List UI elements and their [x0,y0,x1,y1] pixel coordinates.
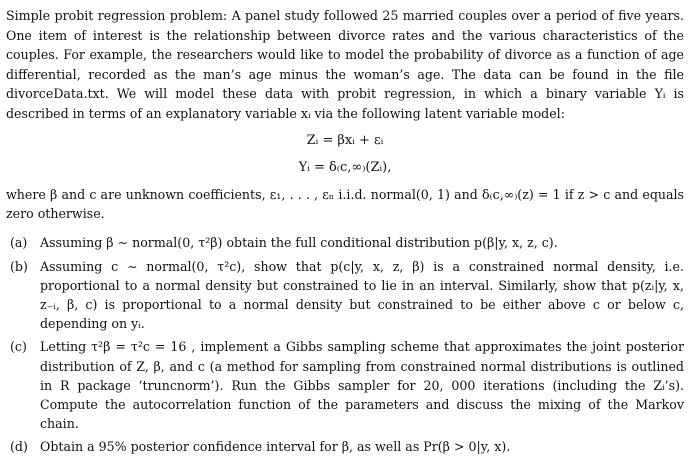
latent-equation: Zᵢ = βxᵢ + εᵢ [306,132,384,148]
part-label: (a) [10,235,28,251]
part-d [6,437,684,456]
part-text: Assuming β ∼ normal(0, τ²β) obtain the full conditional distribution p(β|y, x, z, c). [40,235,558,251]
part-a [6,233,684,252]
part-label: (c) [10,339,27,355]
part-label: (d) [10,439,28,455]
problem-parts-list [6,233,684,456]
part-text: Obtain a 95% posterior confidence interval for β, as well as Pr(β > 0|y, x). [40,439,511,455]
definitions-paragraph: where β and c are unknown coefficients, ε₁, . . . , εₙ i.i.d. normal(0, 1) and δ₍c,∞₎(z) = 1 if z > c and equals zero otherwise. [6,186,684,221]
part-b [6,257,684,334]
observation-equation: Yᵢ = δ₍c,∞₎(Zᵢ), [298,159,392,175]
part-text: Letting τ²β = τ²c = 16 , implement a Gibbs sampling scheme that approximates the joint posterior distribution of Z, β, and c (a method for sampling from constrained normal distributions is outlined in R package ‘truncnorm’). Run the Gibbs sampler for 20, 000 iterations (including the Zᵢ’s). Compute the autocorrelation function of the parameters and discuss the mixing of the Markov chain. [40,339,684,432]
part-label: (b) [10,258,28,274]
part-text: Assuming c ∼ normal(0, τ²c), show that p(c|y, x, z, β) is a constrained normal density, i.e. proportional to a normal density but constrained to lie in an interval. Similarly, show that p(zᵢ|y, x, z₋ᵢ, β, c) is proportional to a normal density but constrained to be either above c or below c, depending on yᵢ. [40,258,684,332]
part-c [6,337,684,433]
intro-paragraph: Simple probit regression problem: A panel study followed 25 married couples over a period of five years. One item of interest is the relationship between divorce rates and the various characteristics of the couples. For example, the researchers would like to model the probability of divorce as a function of age differential, recorded as the man’s age minus the woman’s age. The data can be found in the file divorceData.txt. We will model these data with probit regression, in which a binary variable Yᵢ is described in terms of an explanatory variable xᵢ via the following latent variable model: [6,8,684,121]
